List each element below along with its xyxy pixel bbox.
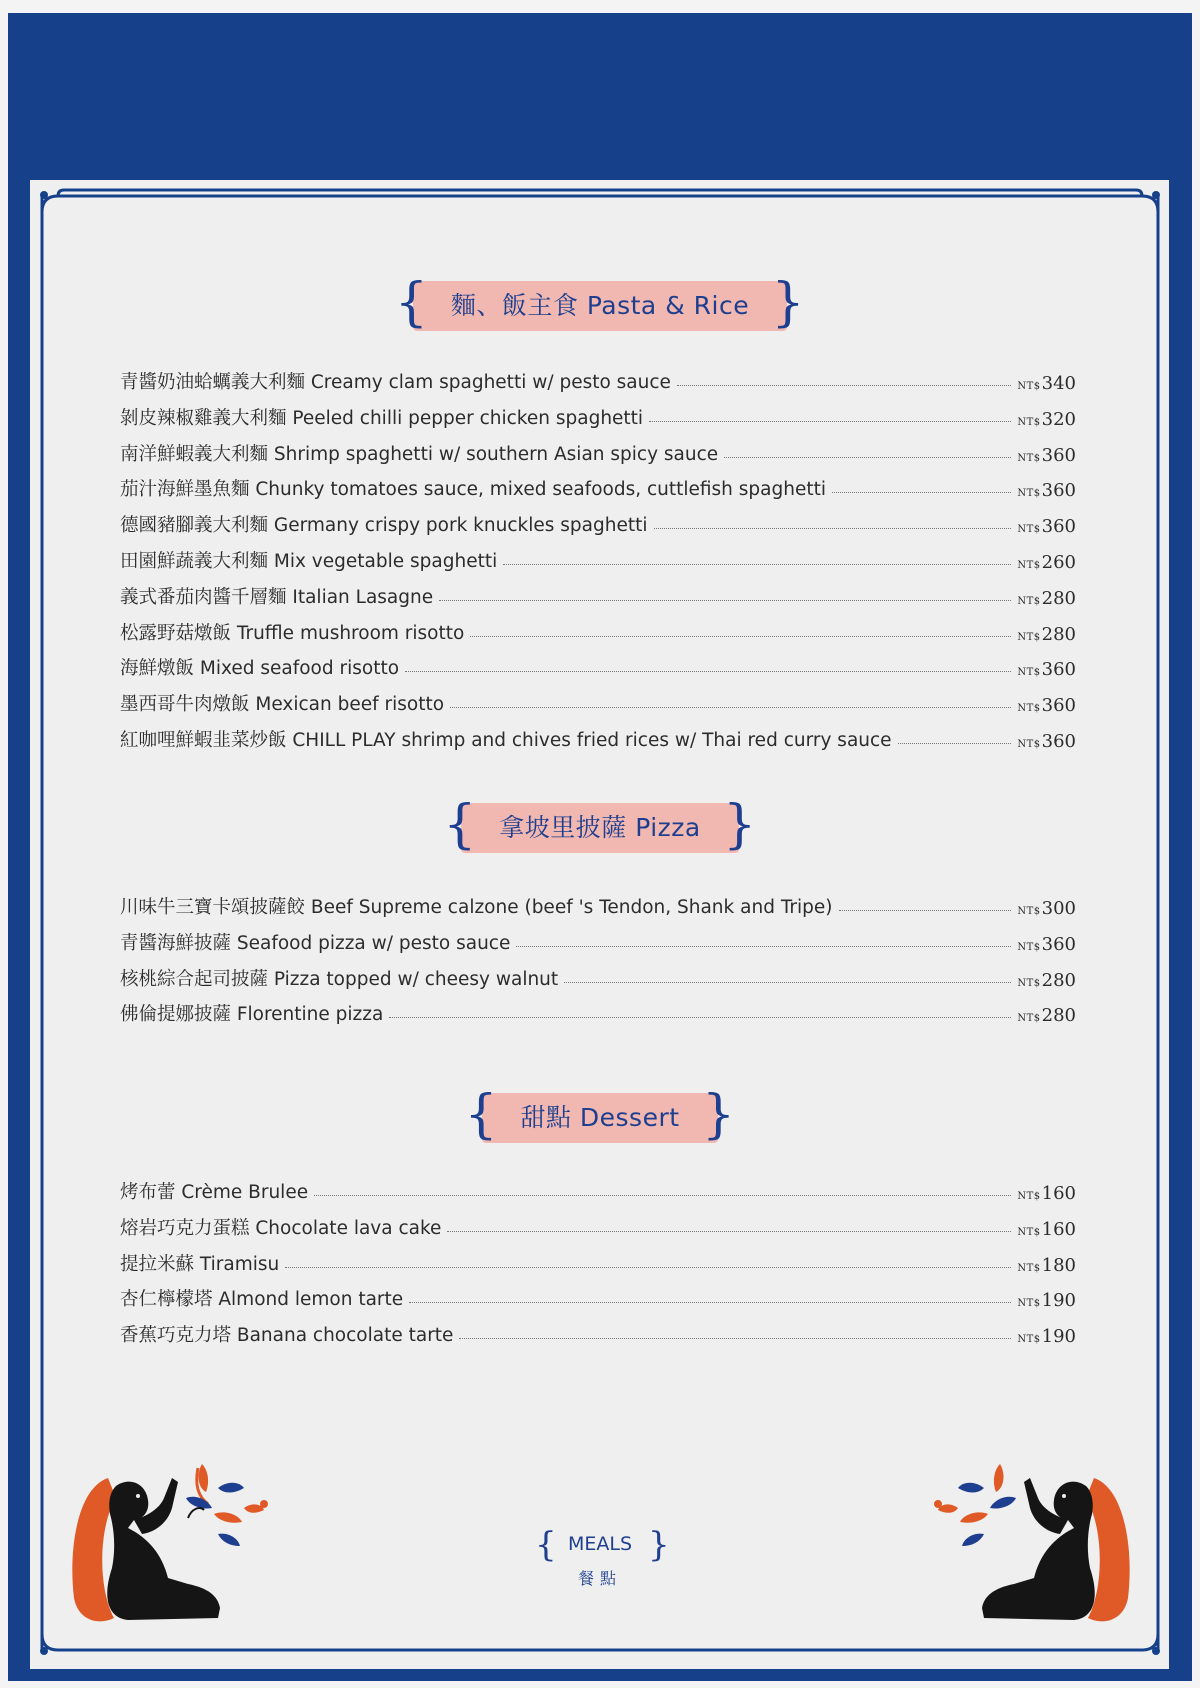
menu-item-price — [1017, 552, 1076, 573]
price-value: 280 — [1041, 623, 1076, 645]
price-value: 280 — [1041, 587, 1076, 609]
menu-item-name: 南洋鮮蝦義大利麵 Shrimp spaghetti w/ southern Asian spicy sauce — [120, 443, 719, 465]
section-header-pasta — [0, 273, 1200, 333]
price-value: 360 — [1041, 933, 1076, 955]
price-value: 360 — [1041, 444, 1076, 466]
section-title-pill — [394, 273, 806, 333]
menu-item-name: 杏仁檸檬塔 Almond lemon tarte — [120, 1289, 404, 1311]
footer-right-brace-icon: } — [648, 1525, 670, 1565]
menu-item-price — [1017, 1326, 1076, 1347]
menu-item — [120, 469, 1076, 501]
dot-leader — [470, 636, 1011, 637]
section-header-pizza — [0, 795, 1200, 855]
menu-item-name: 海鮮燉飯 Mixed seafood risotto — [120, 658, 400, 680]
menu-item — [120, 613, 1076, 645]
menu-item-price — [1017, 695, 1076, 716]
price-value: 300 — [1041, 898, 1076, 919]
dot-leader — [447, 1231, 1011, 1232]
currency-label: NT$ — [1017, 1262, 1041, 1274]
currency-label: NT$ — [1017, 977, 1041, 989]
price-value: 260 — [1041, 552, 1076, 573]
section-title: 拿坡里披薩 Pizza — [499, 813, 701, 842]
menu-item-name: 茄汁海鮮墨魚麵 Chunky tomatoes sauce, mixed seafoods, cuttlefish spaghetti — [120, 479, 827, 501]
menu-item-price — [1017, 480, 1076, 501]
seated-figure-illustration-left — [68, 1458, 288, 1628]
dot-leader — [389, 1017, 1011, 1018]
menu-item-name: 青醬奶油蛤蠣義大利麵 Creamy clam spaghetti w/ pesto sauce — [120, 372, 671, 393]
price-value: 190 — [1041, 1326, 1076, 1348]
dot-leader — [405, 671, 1011, 672]
menu-item-name: 德國豬腳義大利麵 Germany crispy pork knuckles spaghetti — [120, 515, 648, 537]
currency-label: NT$ — [1017, 416, 1041, 428]
price-value: 280 — [1041, 1005, 1076, 1027]
menu-item — [120, 994, 1076, 1026]
left-brace-icon: { — [394, 273, 429, 333]
footer-left-brace-icon: { — [535, 1525, 557, 1565]
menu-item-price — [1017, 934, 1076, 955]
dot-leader — [459, 1338, 1011, 1339]
menu-item — [120, 434, 1076, 466]
price-value: 360 — [1041, 516, 1076, 538]
currency-label: NT$ — [1017, 452, 1041, 464]
left-brace-icon: { — [443, 795, 477, 855]
menu-item — [120, 1208, 1076, 1240]
menu-item — [120, 887, 1076, 919]
menu-item — [120, 959, 1076, 991]
section-title: 麵、飯主食 Pasta & Rice — [450, 291, 750, 320]
price-value: 360 — [1041, 731, 1076, 752]
dot-leader — [654, 528, 1012, 529]
footer-label: MEALS — [567, 1533, 633, 1555]
menu-item-name: 松露野菇燉飯 Truffle mushroom risotto — [120, 622, 465, 644]
currency-label: NT$ — [1017, 631, 1041, 643]
currency-label: NT$ — [1017, 739, 1041, 750]
section-title: 甜點 Dessert — [520, 1103, 680, 1132]
menu-item — [120, 398, 1076, 430]
dot-leader — [285, 1267, 1011, 1268]
menu-item-name: 熔岩巧克力蛋糕 Chocolate lava cake — [120, 1217, 442, 1239]
price-value: 320 — [1041, 408, 1076, 430]
menu-item-price — [1017, 624, 1076, 645]
currency-label: NT$ — [1017, 703, 1041, 715]
menu-item-name: 墨西哥牛肉燉飯 Mexican beef risotto — [120, 694, 445, 716]
menu-item — [120, 1279, 1076, 1311]
menu-item-name: 田園鮮蔬義大利麵 Mix vegetable spaghetti — [120, 551, 498, 572]
currency-label: NT$ — [1017, 488, 1041, 500]
menu-item-name: 義式番茄肉醬千層麵 Italian Lasagne — [120, 586, 434, 608]
menu-item — [120, 1244, 1076, 1276]
price-value: 360 — [1041, 480, 1076, 502]
menu-item — [120, 648, 1076, 680]
menu-item — [120, 923, 1076, 955]
price-value: 160 — [1041, 1218, 1076, 1240]
menu-item-price — [1017, 1255, 1076, 1276]
menu-item — [120, 1172, 1076, 1204]
dot-leader — [839, 910, 1012, 911]
menu-item-price — [1017, 373, 1076, 394]
section-title-pill — [443, 795, 757, 855]
currency-label: NT$ — [1017, 1191, 1041, 1202]
seated-figure-illustration-right — [914, 1458, 1134, 1628]
menu-item — [120, 720, 1076, 752]
menu-item-price — [1017, 409, 1076, 430]
price-value: 280 — [1041, 969, 1076, 991]
menu-item-name: 青醬海鮮披薩 Seafood pizza w/ pesto sauce — [120, 932, 511, 954]
currency-label: NT$ — [1017, 1013, 1041, 1025]
menu-item-price — [1017, 898, 1076, 919]
menu-item-name: 紅咖哩鮮蝦韭菜炒飯 CHILL PLAY shrimp and chives fried rices w/ Thai red curry sauce — [120, 730, 892, 751]
dot-leader — [564, 982, 1011, 983]
dot-leader — [832, 492, 1011, 493]
currency-label: NT$ — [1017, 667, 1041, 679]
menu-item-name: 佛倫提娜披薩 Florentine pizza — [120, 1004, 384, 1026]
footer-sublabel: 餐點 — [577, 1569, 622, 1588]
price-value: 180 — [1041, 1254, 1076, 1276]
menu-item — [120, 1315, 1076, 1347]
menu-item-price — [1017, 588, 1076, 609]
dot-leader — [677, 385, 1011, 386]
dot-leader — [516, 946, 1011, 947]
price-value: 360 — [1041, 659, 1076, 681]
dot-leader — [409, 1302, 1011, 1303]
price-value: 360 — [1041, 695, 1076, 717]
currency-label: NT$ — [1017, 524, 1041, 536]
menu-item-name: 提拉米蘇 Tiramisu — [120, 1253, 280, 1275]
currency-label: NT$ — [1017, 1226, 1041, 1238]
menu-item-name: 烤布蕾 Crème Brulee — [120, 1182, 309, 1203]
price-value: 340 — [1041, 373, 1076, 394]
currency-label: NT$ — [1017, 1298, 1041, 1310]
section-title-pill — [464, 1085, 736, 1145]
dot-leader — [503, 564, 1011, 565]
menu-item-price — [1017, 731, 1076, 752]
dot-leader — [649, 421, 1011, 422]
right-brace-icon: } — [701, 1085, 736, 1145]
menu-item — [120, 505, 1076, 537]
menu-item — [120, 362, 1076, 394]
menu-item-price — [1017, 1183, 1076, 1204]
dot-leader — [450, 707, 1011, 708]
menu-item-price — [1017, 516, 1076, 537]
menu-item — [120, 541, 1076, 573]
currency-label: NT$ — [1017, 1334, 1041, 1346]
right-brace-icon: } — [771, 273, 806, 333]
currency-label: NT$ — [1017, 560, 1041, 571]
section-header-dessert — [0, 1085, 1200, 1145]
price-value: 190 — [1041, 1290, 1076, 1312]
menu-item — [120, 684, 1076, 716]
menu-item-price — [1017, 970, 1076, 991]
menu-item-price — [1017, 1005, 1076, 1026]
left-brace-icon: { — [464, 1085, 499, 1145]
menu-item-name: 剝皮辣椒雞義大利麵 Peeled chilli pepper chicken spaghetti — [120, 407, 644, 429]
currency-label: NT$ — [1017, 941, 1041, 953]
menu-item-name: 香蕉巧克力塔 Banana chocolate tarte — [120, 1325, 454, 1347]
menu-item — [120, 577, 1076, 609]
currency-label: NT$ — [1017, 595, 1041, 607]
right-brace-icon: } — [723, 795, 757, 855]
currency-label: NT$ — [1017, 906, 1041, 917]
dot-leader — [439, 600, 1011, 601]
currency-label: NT$ — [1017, 381, 1041, 392]
dot-leader — [724, 457, 1011, 458]
menu-item-price — [1017, 1290, 1076, 1311]
menu-item-name: 核桃綜合起司披薩 Pizza topped w/ cheesy walnut — [120, 968, 559, 990]
menu-item-price — [1017, 1219, 1076, 1240]
menu-item-name: 川味牛三寶卡頌披薩餃 Beef Supreme calzone (beef 's Tendon, Shank and Tripe) — [120, 897, 833, 918]
menu-item-price — [1017, 445, 1076, 466]
dot-leader — [314, 1195, 1011, 1196]
price-value: 160 — [1041, 1183, 1076, 1204]
dot-leader — [898, 743, 1012, 744]
menu-item-price — [1017, 659, 1076, 680]
